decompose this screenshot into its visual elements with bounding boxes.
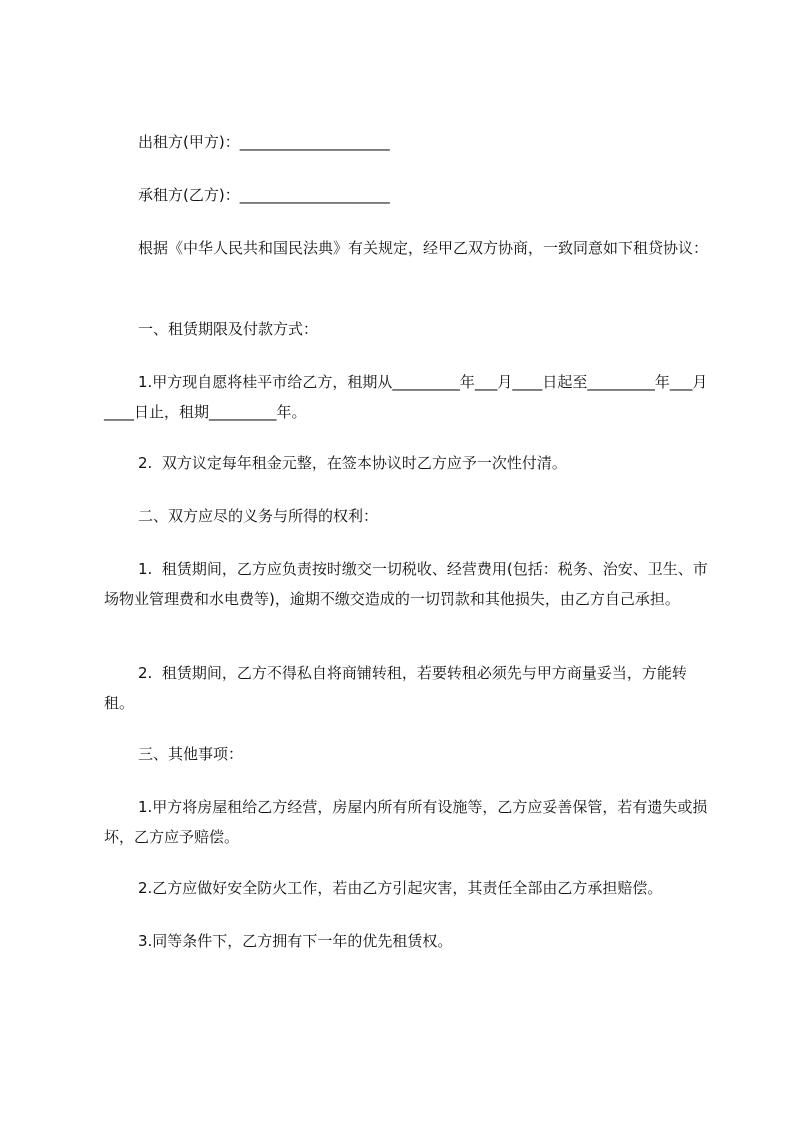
clause-2-2: 2. 租赁期间，乙方不得私自将商铺转租，若要转租必须先与甲方商量妥当，方能转租。 [104, 664, 687, 712]
clause-1-2: 2. 双方议定每年租金元整，在签本协议时乙方应予一次性付清。 [138, 454, 567, 472]
section-heading-1: 一、租赁期限及付款方式： [138, 320, 319, 338]
section-heading-3: 三、其他事项： [138, 745, 244, 763]
section-heading-2: 二、双方应尽的义务与所得的权利： [138, 507, 379, 525]
lessee-line: 承租方(乙方)：____________________ [138, 186, 390, 204]
clause-2-1: 1. 租赁期间，乙方应负责按时缴交一切税收、经营费用(包括：税务、治安、卫生、市场物业管理费和水电费等)，逾期不缴交造成的一切罚款和其他损失，由乙方自己承担。 [104, 560, 708, 608]
clause-3-1: 1.甲方将房屋租给乙方经营，房屋内所有所有设施等，乙方应妥善保管，若有遗失或损坏，乙方应予赔偿。 [104, 798, 708, 846]
clause-1-1: 1.甲方现自愿将桂平市给乙方，租期从_________年___月____日起至_________年___月____日止，租期_________年。 [104, 373, 708, 421]
intro-paragraph: 根据《中华人民共和国民法典》有关规定，经甲乙双方协商，一致同意如下租贷协议： [138, 239, 709, 257]
lessor-line: 出租方(甲方)：____________________ [138, 133, 390, 151]
clause-3-2: 2.乙方应做好安全防火工作，若由乙方引起灾害，其责任全部由乙方承担赔偿。 [138, 879, 663, 897]
clause-3-3: 3.同等条件下，乙方拥有下一年的优先租赁权。 [138, 932, 453, 950]
